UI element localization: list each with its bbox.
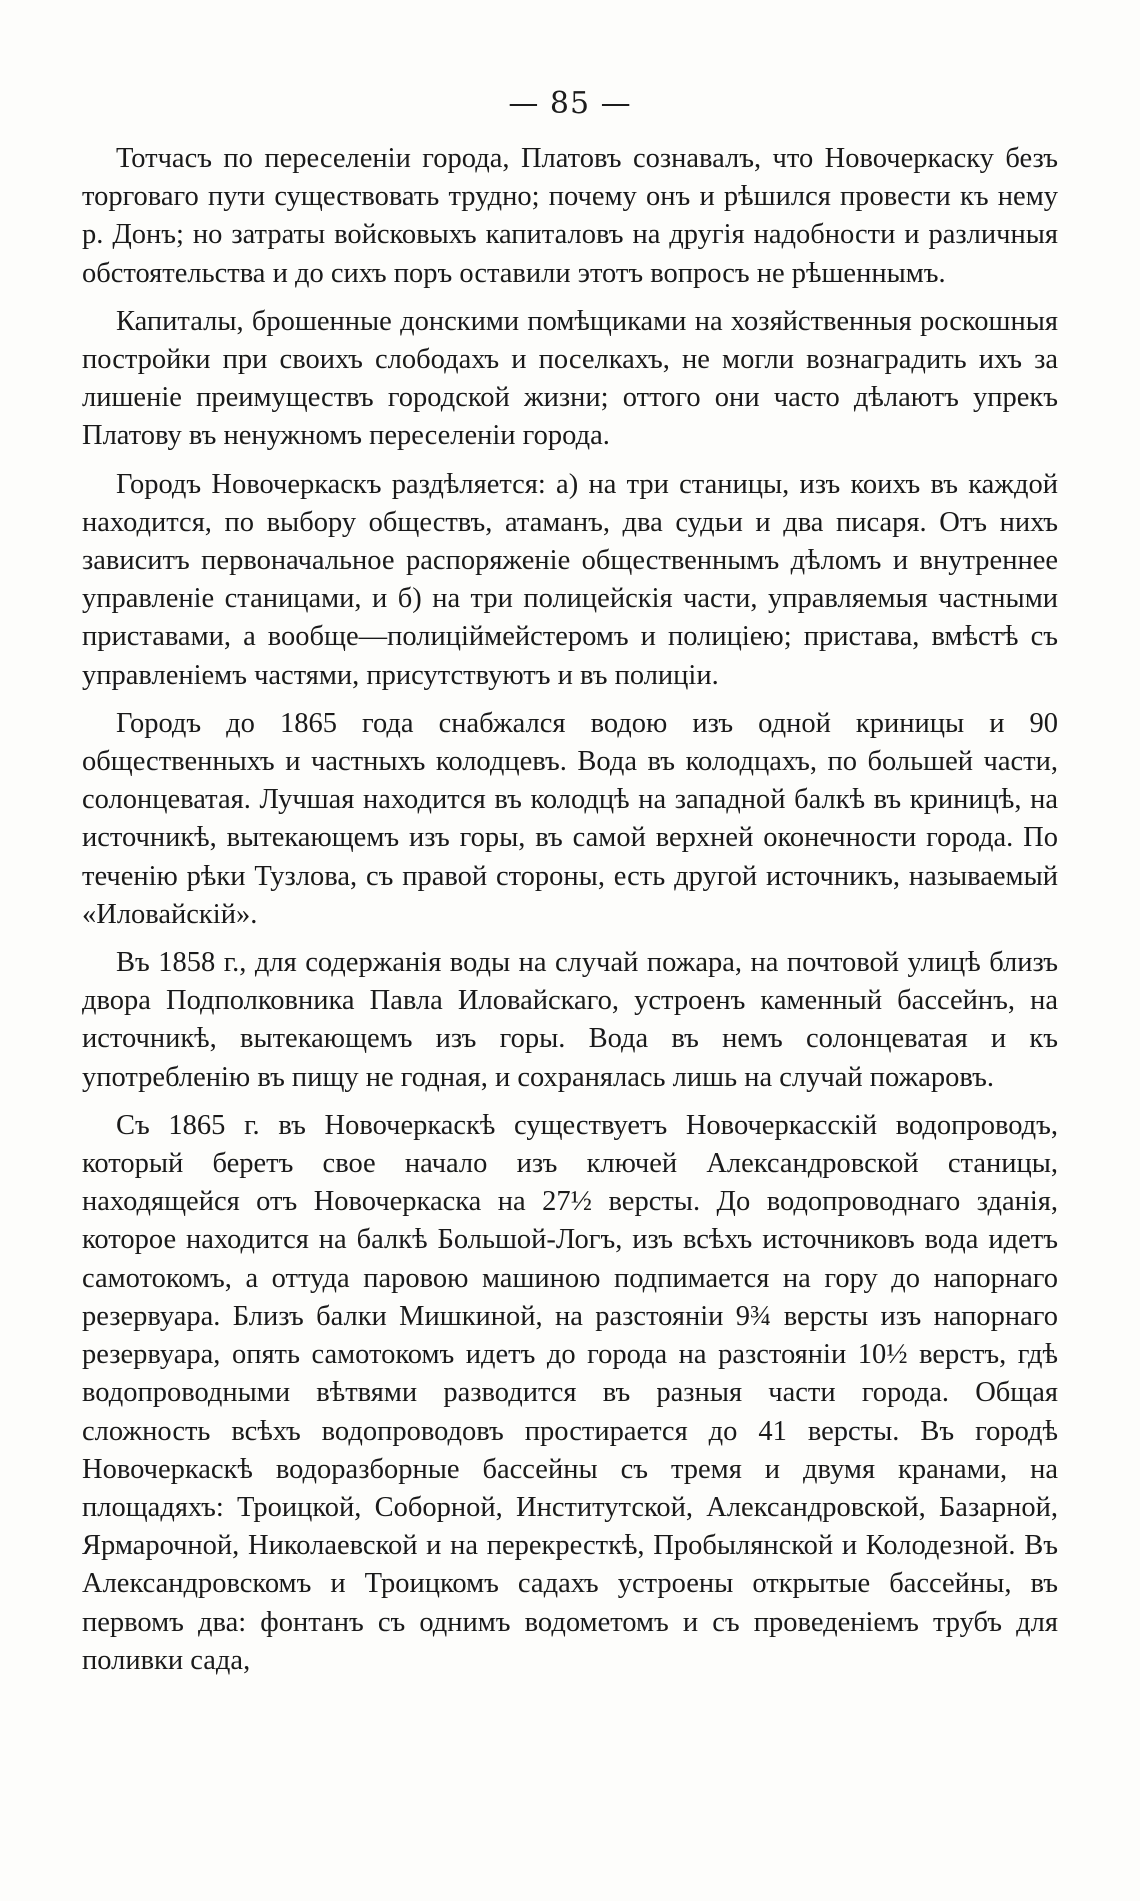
paragraph-1: Тотчасъ по переселенiи города, Платовъ сознавалъ, что Новочеркаску безъ торговаго пути существовать трудно; почему онъ и рѣшился провести къ нему р. Донъ; но затраты войсковыхъ капиталовъ на другiя надобности и различныя обстоятельства и до сихъ поръ оставили этотъ вопросъ не рѣшеннымъ. <box>82 143 1058 289</box>
paragraph-2: Капиталы, брошенные донскими помѣщиками на хозяйственныя роскошныя постройки при своихъ слободахъ и поселкахъ, не могли вознаградить ихъ за лишенiе преимуществъ городской жизни; оттого они часто дѣлаютъ упрекъ Платову въ ненужномъ переселенiи города. <box>82 305 1058 452</box>
body-text <box>82 140 1058 1680</box>
paragraph-6: Съ 1865 г. въ Новочеркаскѣ существуетъ Новочеркасскiй водопроводъ, который беретъ свое начало изъ ключей Александровской станицы, находящейся отъ Новочеркаска на 27½ версты. До водопроводнаго зданiя, которое находится на балкѣ Большой-Логъ, изъ всѣхъ источниковъ вода идетъ самотокомъ, а оттуда паровою машиною подпимается на гору до напорнаго резервуара. Близъ балки Мишкиной, на разстоянiи 9¾ версты изъ напорнаго резервуара, опять самотокомъ идетъ до города на разстоянiи 10½ верстъ, гдѣ водопроводными вѣтвями разводится въ разныя части города. Общая сложность всѣхъ водопроводовъ простирается до 41 версты. Въ городѣ Новочеркаскѣ водоразборные бассейны съ тремя и двумя кранами, на площадяхъ: Троицкой, Соборной, Институтской, Александровской, Базарной, Ярмарочной, Николаевской и на перекресткѣ, Пробылянской и Колодезной. Въ Александровскомъ и Троицкомъ садахъ устроены открытые бассейны, въ первомъ два: фонтанъ съ однимъ водометомъ и съ проведенiемъ трубъ для поливки сада, <box>82 1109 1058 1676</box>
paragraph-5: Въ 1858 г., для содержанiя воды на случай пожара, на почтовой улицѣ близъ двора Подполковника Павла Иловайскаго, устроенъ каменный бассейнъ, на источникѣ, вытекающемъ изъ горы. Вода въ немъ солонцеватая и къ употребленiю въ пищу не годная, и сохранялась лишь на случай пожаровъ. <box>82 947 1058 1093</box>
paragraph-4: Городъ до 1865 года снабжался водою изъ одной криницы и 90 общественныхъ и частныхъ колодцевъ. Вода въ колодцахъ, по большей части, солонцеватая. Лучшая находится въ колодцѣ на западной балкѣ въ криницѣ, на источникѣ, вытекающемъ изъ горы, въ самой верхней оконечности города. По теченiю рѣки Тузлова, съ правой стороны, есть другой источникъ, называемый «Иловайскiй». <box>82 707 1058 930</box>
page-number: — 85 — <box>508 86 632 121</box>
paragraph-3: Городъ Новочеркаскъ раздѣляется: а) на три станицы, изъ коихъ въ каждой находится, по выбору обществъ, атаманъ, два судьи и два писаря. Отъ нихъ зависитъ первоначальное распоряженiе общественнымъ дѣломъ и внутреннее управленiе станицами, и б) на три полицейскiя части, управляемыя частными приставами, а вообще—полицiймейстеромъ и полицiею; пристава, вмѣстѣ съ управленiемъ частями, присутствуютъ и въ полицiи. <box>82 468 1058 691</box>
